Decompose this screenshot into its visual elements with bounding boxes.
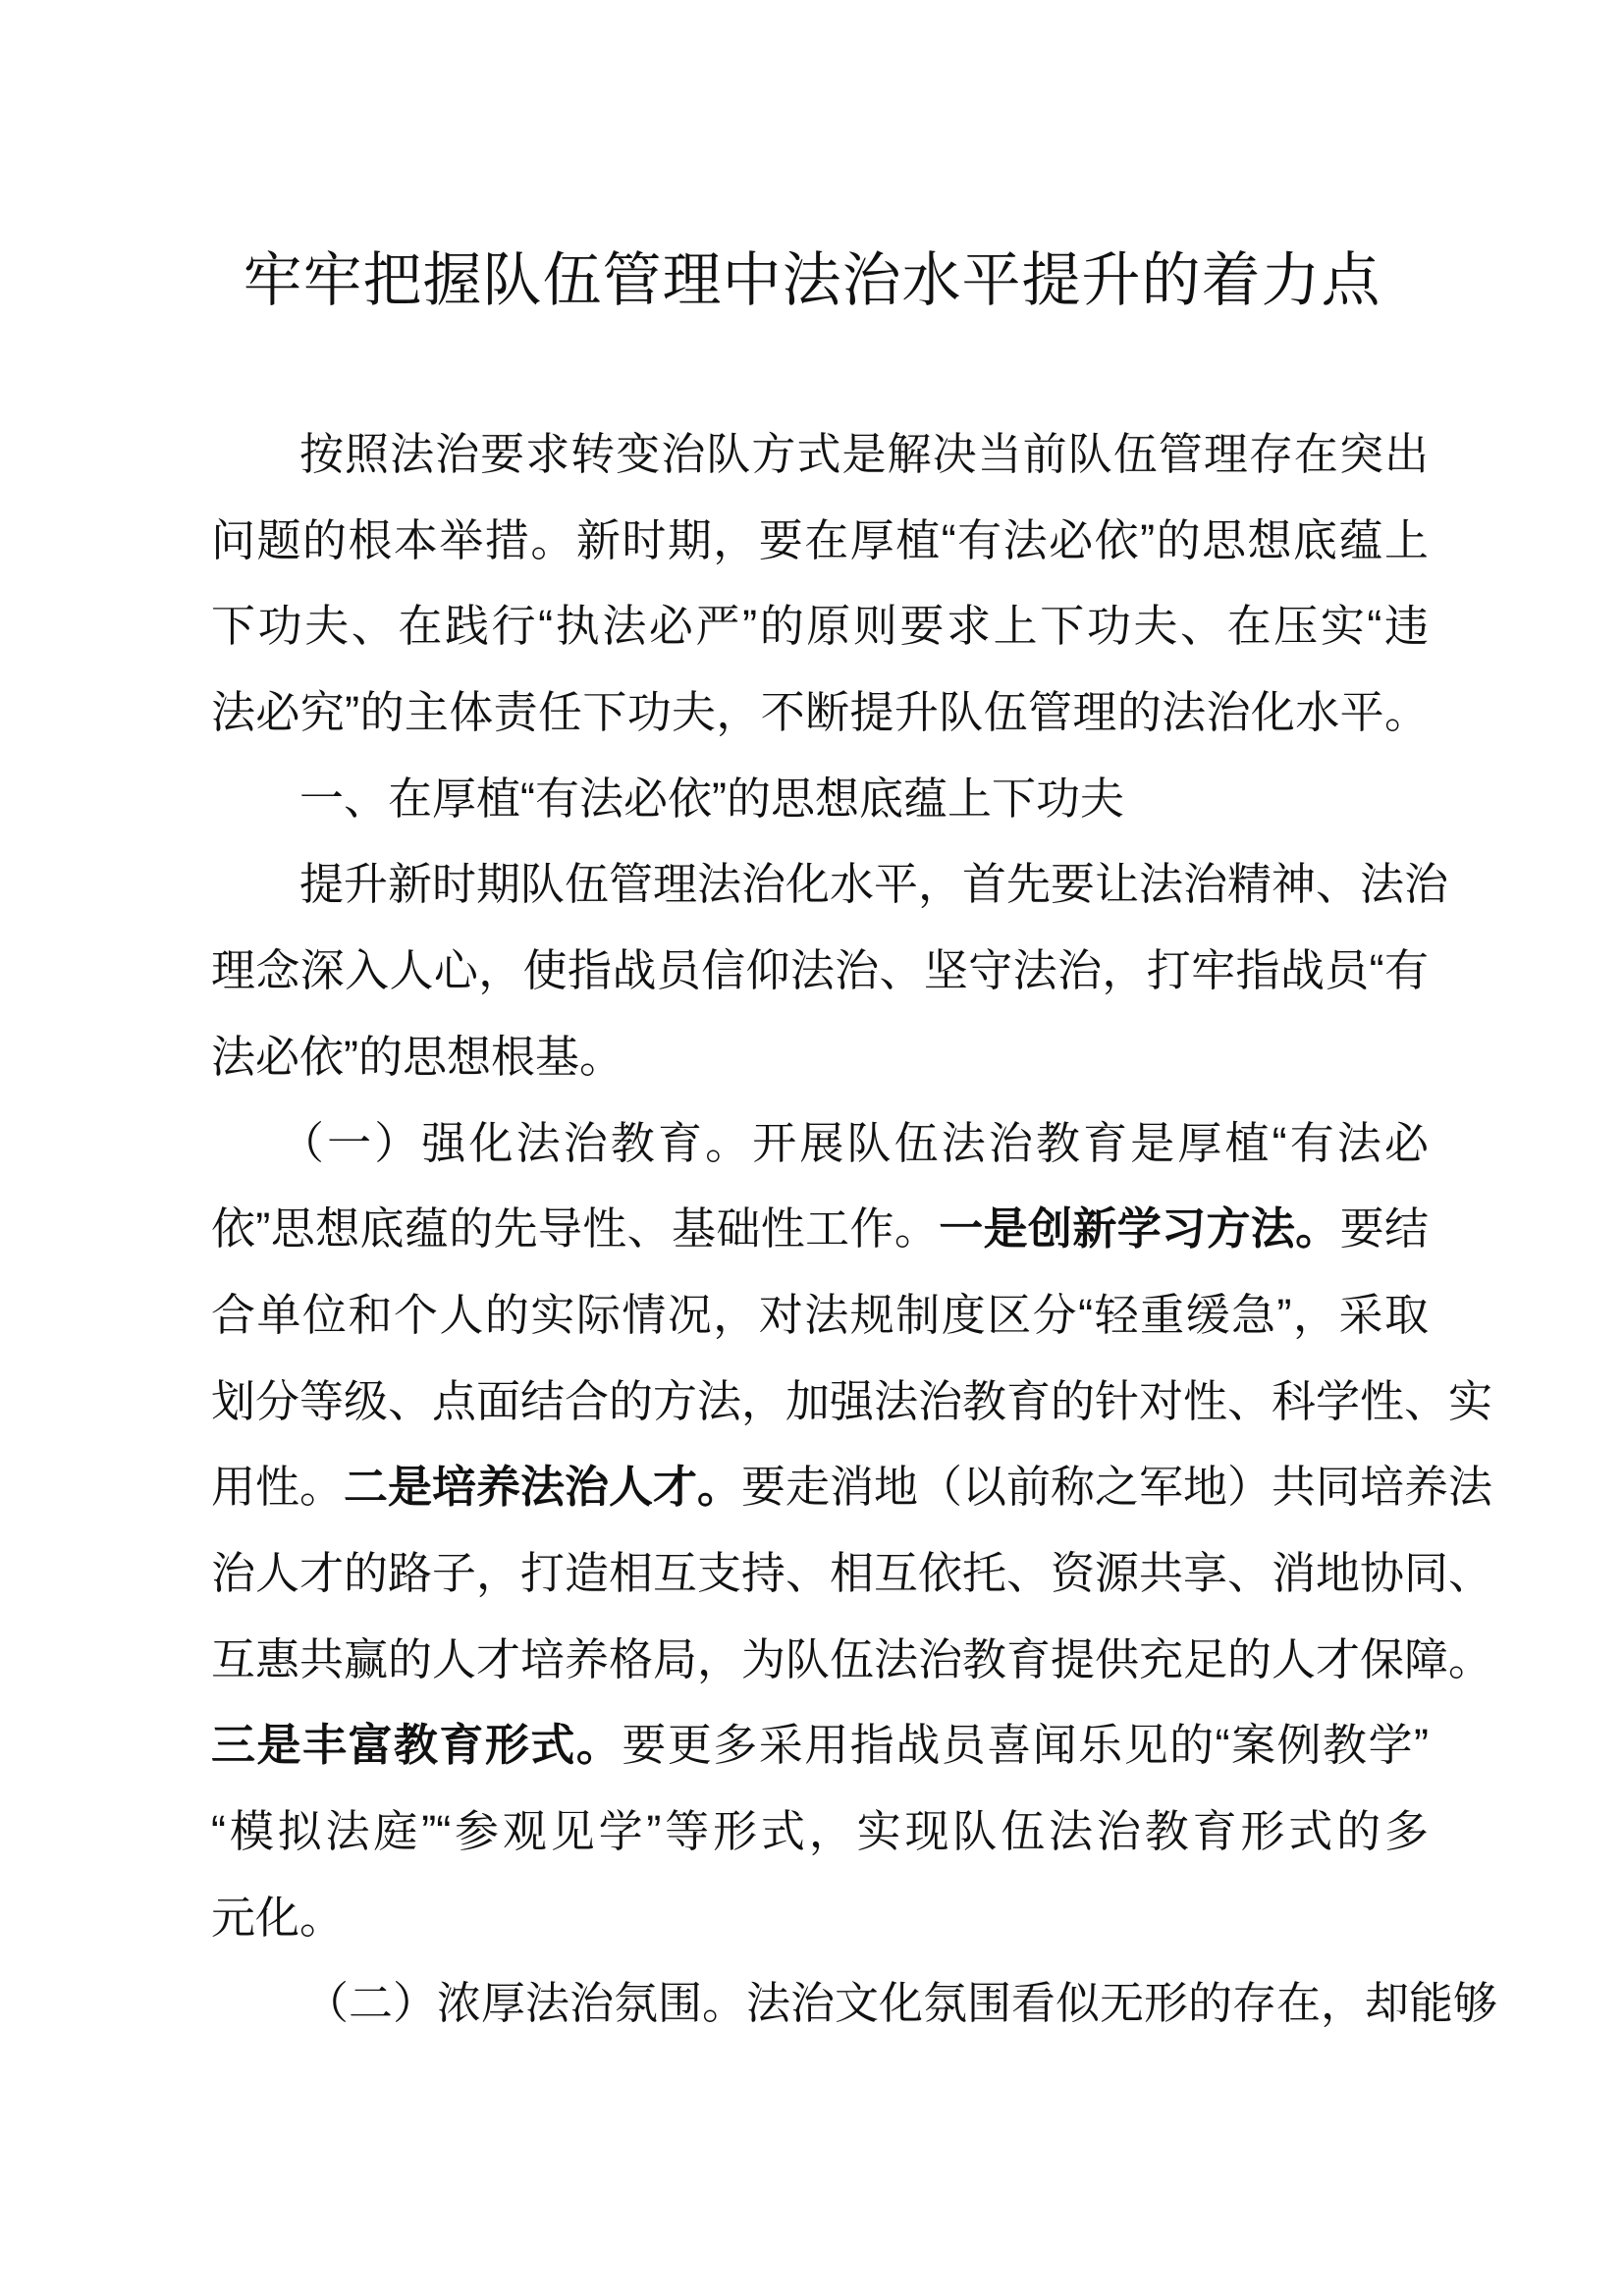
text-segment: 划分等级、点面结合的方法，加强法治教育的针对性、科学性、实 [211, 1375, 1493, 1426]
text-line [211, 928, 1429, 1014]
text-line [211, 411, 1429, 498]
text-segment: 元化。 [211, 1892, 345, 1943]
text-segment: “模拟法庭”“参观见学”等形式，实现队伍法治教育形式的多 [211, 1806, 1429, 1856]
text-segment: 法必究”的主体责任下功夫，不断提升队伍管理的法治化水平。 [211, 687, 1429, 738]
text-segment: 治人才的路子，打造相互支持、相互依托、资源共享、消地协同、 [211, 1547, 1493, 1598]
text-segment: 要走消地（以前称之军地）共同培养法 [741, 1462, 1493, 1513]
text-line [211, 1100, 1429, 1187]
text-segment: 一、在厚植“有法必依”的思想底蕴上下功夫 [299, 773, 1124, 824]
text-segment: 提升新时期队伍管理法治化水平，首先要让法治精神、法治 [299, 859, 1449, 910]
text-segment: （二）浓厚法治氛围。法治文化氛围看似无形的存在，却能够 [304, 1978, 1498, 2029]
text-segment: 理念深入人心，使指战员信仰法治、坚守法治，打牢指战员“有 [211, 945, 1429, 996]
text-line [211, 1875, 1429, 1961]
text-segment: 依”思想底蕴的先导性、基础性工作。 [211, 1203, 940, 1255]
text-line [211, 1617, 1493, 1703]
text-segment: 按照法治要求转变治队方式是解决当前队伍管理存在突出 [299, 429, 1429, 479]
bold-text: 二是培养法治人才。 [344, 1462, 742, 1513]
text-line [211, 1702, 1429, 1789]
document-body [211, 411, 1498, 2047]
bold-text: 一是创新学习方法。 [939, 1203, 1340, 1255]
text-segment: 要结 [1339, 1203, 1429, 1255]
text-line [211, 669, 1429, 756]
text-segment: 下功夫、在践行“执法必严”的原则要求上下功夫、在压实“违 [211, 601, 1429, 652]
text-line [211, 1014, 1429, 1100]
text-line [211, 1530, 1493, 1617]
text-segment: 问题的根本举措。新时期，要在厚植“有法必依”的思想底蕴上 [211, 514, 1429, 565]
text-segment: 要更多采用指战员喜闻乐见的“案例教学” [622, 1720, 1429, 1771]
document-title: 牢牢把握队伍管理中法治水平提升的着力点 [243, 247, 1381, 313]
text-line [211, 1444, 1493, 1530]
text-line [211, 1186, 1429, 1272]
text-line [211, 498, 1429, 584]
text-line [211, 1960, 1498, 2047]
bold-text: 三是丰富教育形式。 [211, 1720, 623, 1771]
text-segment: （一）强化法治教育。开展队伍法治教育是厚植“有法必 [280, 1117, 1429, 1168]
text-line [211, 1272, 1429, 1359]
text-line [211, 583, 1429, 669]
text-segment: 用性。 [211, 1462, 345, 1513]
text-segment: 合单位和个人的实际情况，对法规制度区分“轻重缓急”，采取 [211, 1289, 1429, 1340]
text-segment: 互惠共赢的人才培养格局，为队伍法治教育提供充足的人才保障。 [211, 1633, 1493, 1684]
text-segment: 法必依”的思想根基。 [211, 1031, 623, 1082]
text-line [211, 841, 1449, 928]
text-line [211, 1359, 1493, 1445]
text-line [211, 756, 1429, 842]
text-line [211, 1789, 1429, 1875]
